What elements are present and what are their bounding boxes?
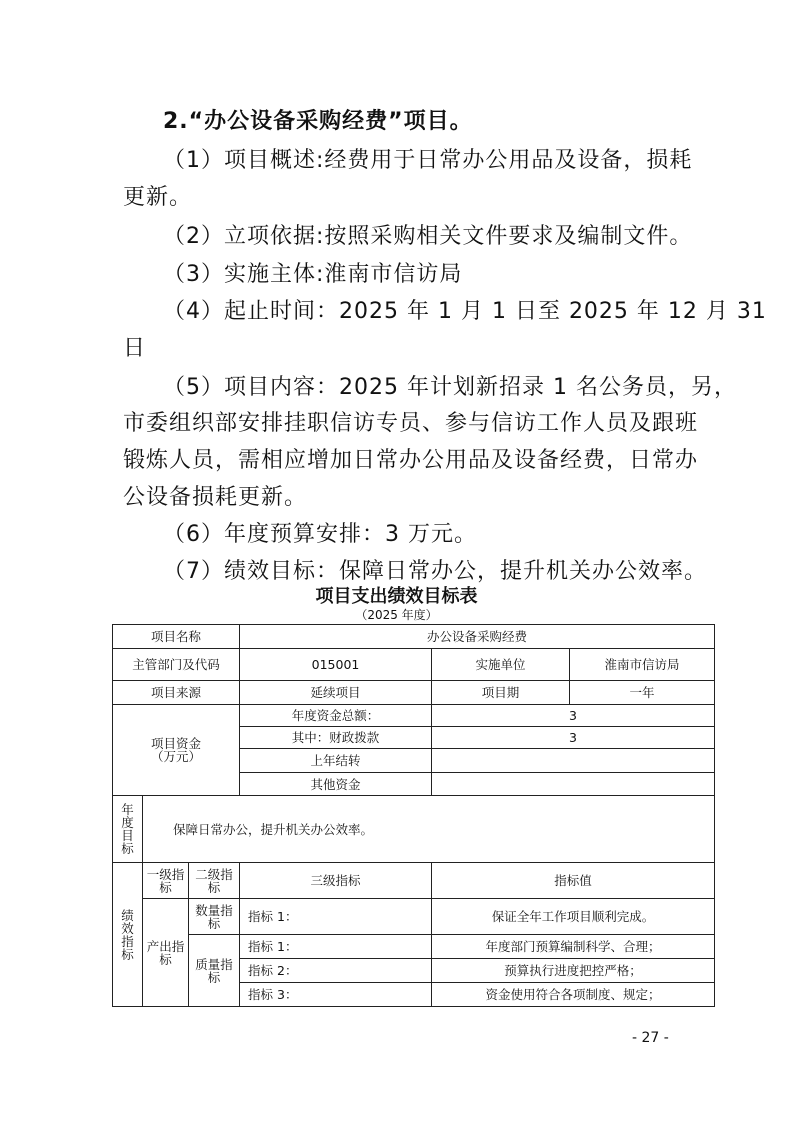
table-row bbox=[113, 899, 715, 935]
carry-funds-value bbox=[432, 749, 715, 773]
period-value: 一年 bbox=[570, 681, 715, 705]
table-row bbox=[113, 796, 715, 863]
page-number: - 27 - bbox=[632, 1030, 669, 1046]
dept-code: 015001 bbox=[240, 649, 432, 681]
paragraph-content-cont1: 市委组织部安排挂职信访专员、参与信访工作人员及跟班 bbox=[123, 411, 699, 436]
table-subtitle: （2025 年度） bbox=[355, 608, 438, 622]
table-row bbox=[113, 863, 715, 899]
project-name-label: 项目名称 bbox=[113, 625, 240, 649]
fiscal-funds-value: 3 bbox=[432, 727, 715, 749]
paragraph-content-cont3: 公设备损耗更新。 bbox=[123, 485, 308, 510]
indicator-name: 指标 1： bbox=[240, 935, 432, 959]
paragraph-overview-cont: 更新。 bbox=[123, 185, 193, 210]
table-row bbox=[113, 681, 715, 705]
output-label: 产出指标 bbox=[143, 899, 189, 1007]
paragraph-period: （4）起止时间：2025 年 1 月 1 日至 2025 年 12 月 31 bbox=[163, 299, 767, 324]
indicator-value: 年度部门预算编制科学、合理； bbox=[432, 935, 715, 959]
carry-funds-label: 上年结转 bbox=[240, 749, 432, 773]
fiscal-funds-label: 其中：财政拨款 bbox=[240, 727, 432, 749]
paragraph-budget: （6）年度预算安排：3 万元。 bbox=[163, 522, 477, 547]
paragraph-content: （5）项目内容：2025 年计划新招录 1 名公务员，另， bbox=[163, 375, 737, 400]
section-heading: 2.“办公设备采购经费”项目。 bbox=[163, 109, 473, 134]
source-value: 延续项目 bbox=[240, 681, 432, 705]
header-value: 指标值 bbox=[432, 863, 715, 899]
paragraph-basis: （2）立项依据:按照采购相关文件要求及编制文件。 bbox=[163, 224, 693, 249]
table-title: 项目支出绩效目标表 bbox=[315, 586, 478, 607]
quantity-label: 数量指标 bbox=[189, 899, 240, 935]
table-row bbox=[113, 935, 715, 959]
indicator-value: 预算执行进度把控严格； bbox=[432, 959, 715, 983]
annual-goal-value: 保障日常办公，提升机关办公效率。 bbox=[143, 796, 715, 863]
other-funds-label: 其他资金 bbox=[240, 773, 432, 796]
indicator-value: 资金使用符合各项制度、规定； bbox=[432, 983, 715, 1007]
perf-label: 绩效指标 bbox=[113, 863, 143, 1007]
indicator-value: 保证全年工作项目顺利完成。 bbox=[432, 899, 715, 935]
quality-label: 质量指标 bbox=[189, 935, 240, 1007]
header-level3: 三级指标 bbox=[240, 863, 432, 899]
table-row bbox=[113, 649, 715, 681]
funds-label: 项目资金（万元） bbox=[113, 705, 240, 796]
paragraph-goal: （7）绩效目标：保障日常办公，提升机关办公效率。 bbox=[163, 559, 707, 584]
table-row bbox=[113, 705, 715, 727]
performance-table bbox=[112, 624, 715, 1007]
period-label: 项目期 bbox=[432, 681, 570, 705]
paragraph-implementer: （3）实施主体:淮南市信访局 bbox=[163, 262, 463, 287]
impl-unit-label: 实施单位 bbox=[432, 649, 570, 681]
indicator-name: 指标 3： bbox=[240, 983, 432, 1007]
other-funds-value bbox=[432, 773, 715, 796]
total-funds-label: 年度资金总额： bbox=[240, 705, 432, 727]
dept-label: 主管部门及代码 bbox=[113, 649, 240, 681]
indicator-name: 指标 2： bbox=[240, 959, 432, 983]
paragraph-period-cont: 日 bbox=[123, 336, 147, 361]
paragraph-overview: （1）项目概述:经费用于日常办公用品及设备，损耗 bbox=[163, 148, 693, 173]
impl-unit-value: 淮南市信访局 bbox=[570, 649, 715, 681]
total-funds-value: 3 bbox=[432, 705, 715, 727]
header-level2: 二级指标 bbox=[189, 863, 240, 899]
table-row bbox=[113, 625, 715, 649]
indicator-name: 指标 1： bbox=[240, 899, 432, 935]
project-name-value: 办公设备采购经费 bbox=[240, 625, 715, 649]
annual-goal-label: 年度目标 bbox=[113, 796, 143, 863]
source-label: 项目来源 bbox=[113, 681, 240, 705]
paragraph-content-cont2: 锻炼人员，需相应增加日常办公用品及设备经费，日常办 bbox=[123, 448, 699, 473]
header-level1: 一级指标 bbox=[143, 863, 189, 899]
